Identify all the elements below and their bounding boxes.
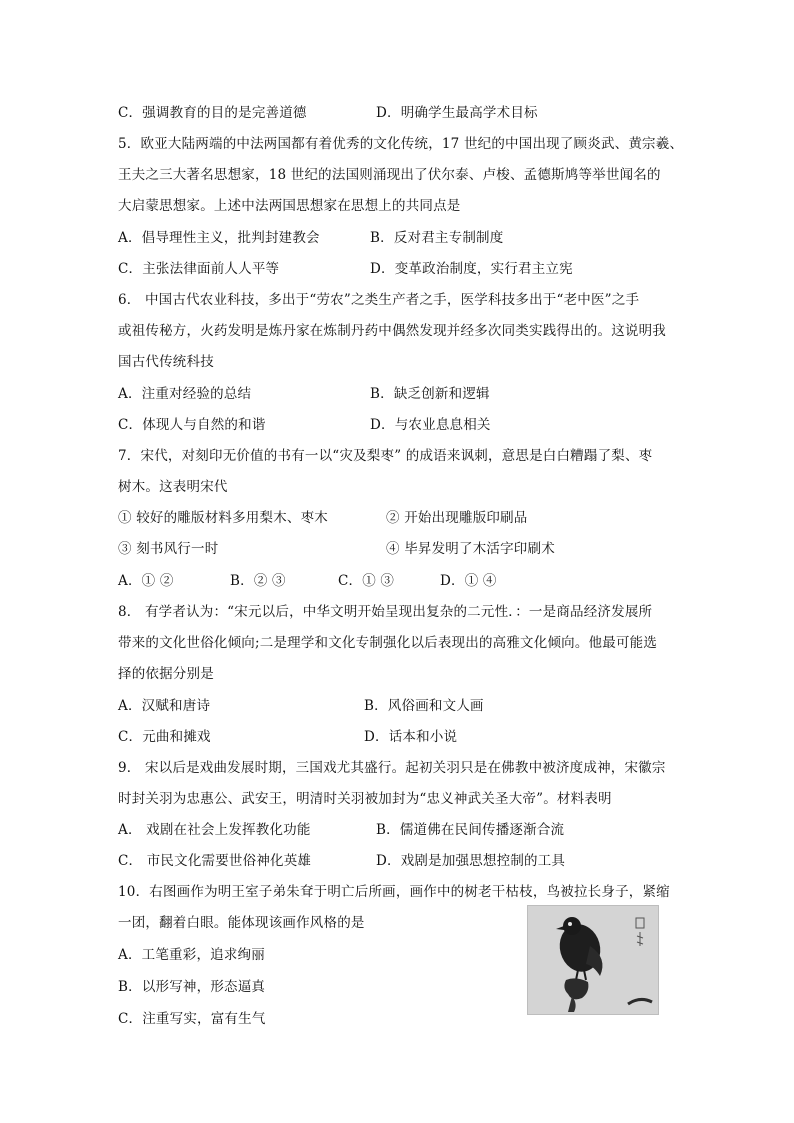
q10-stem-line-1: 10．右图画作为明王室子弟朱耷于明亡后所画，画作中的树老干枯枝，鸟被拉长身子，紧缩 bbox=[118, 884, 670, 900]
q5-option-c: C．主张法律面前人人平等 bbox=[118, 261, 280, 277]
q7-item-2: ② 开始出现雕版印刷品 bbox=[386, 510, 528, 526]
q8-option-a: A．汉赋和唐诗 bbox=[118, 698, 211, 714]
q9-option-b: B．儒道佛在民间传播逐渐合流 bbox=[376, 822, 565, 838]
q5-stem-line-1: 5．欧亚大陆两端的中法两国都有着优秀的文化传统，17 世纪的中国出现了顾炎武、黄宗羲、 bbox=[118, 136, 684, 152]
q4-option-d: D．明确学生最高学术目标 bbox=[376, 105, 538, 121]
q8-stem-line-1: 8． 有学者认为：“宋元以后，中华文明开始呈现出复杂的二元性．：一是商品经济发展所 bbox=[118, 604, 653, 620]
ink-painting-image bbox=[527, 905, 659, 1015]
q9-option-a: A． 戏剧在社会上发挥教化功能 bbox=[118, 822, 311, 838]
q6-stem-line-2: 或祖传秘方，火药发明是炼丹家在炼制丹药中偶然发现并经多次同类实践得出的。这说明我 bbox=[118, 323, 666, 339]
q7-stem-line-2: 树木。这表明宋代 bbox=[118, 479, 228, 495]
q5-option-b: B．反对君主专制制度 bbox=[370, 230, 504, 246]
q6-option-d: D．与农业息息相关 bbox=[370, 417, 491, 433]
q5-stem-line-3: 大启蒙思想家。上述中法两国思想家在思想上的共同点是 bbox=[118, 198, 461, 214]
q6-stem-line-1: 6． 中国古代农业科技，多出于“劳农”之类生产者之手，医学科技多出于“老中医”之手 bbox=[118, 292, 640, 308]
q5-stem-line-2: 王夫之三大著名思想家，18 世纪的法国则涌现出了伏尔泰、卢梭、孟德斯鸠等举世闻名的 bbox=[118, 167, 661, 183]
q7-option-a: A．① ② bbox=[118, 573, 174, 589]
q7-item-3: ③ 刻书风行一时 bbox=[118, 541, 219, 557]
q7-item-1: ① 较好的雕版材料多用梨木、枣木 bbox=[118, 510, 328, 526]
q8-stem-line-3: 择的依据分别是 bbox=[118, 666, 214, 682]
q7-option-b: B．② ③ bbox=[230, 573, 286, 589]
q6-stem-line-3: 国古代传统科技 bbox=[118, 354, 214, 370]
q8-option-b: B．风俗画和文人画 bbox=[364, 698, 484, 714]
q8-stem-line-2: 带来的文化世俗化倾向;二是理学和文化专制强化以后表现出的高雅文化倾向。他最可能选 bbox=[118, 635, 658, 651]
q8-option-c: C．元曲和摊戏 bbox=[118, 729, 211, 745]
q7-option-d: D．① ④ bbox=[440, 573, 497, 589]
q10-stem-line-2: 一团，翻着白眼。能体现该画作风格的是 bbox=[118, 915, 365, 931]
q10-option-b: B．以形写神，形态逼真 bbox=[118, 979, 266, 995]
q7-item-4: ④ 毕昇发明了木活字印刷术 bbox=[386, 541, 555, 557]
q9-stem-line-2: 时封关羽为忠惠公、武安王，明清时关羽被加封为“忠义神武关圣大帝”。材料表明 bbox=[118, 791, 612, 807]
q6-option-a: A．注重对经验的总结 bbox=[118, 386, 252, 402]
q6-option-c: C．体现人与自然的和谐 bbox=[118, 417, 266, 433]
q4-option-c: C．强调教育的目的是完善道德 bbox=[118, 105, 307, 121]
q10-option-a: A．工笔重彩，追求绚丽 bbox=[118, 947, 265, 963]
bird-painting-icon bbox=[528, 906, 658, 1014]
q9-stem-line-1: 9． 宋以后是戏曲发展时期，三国戏尤其盛行。起初关羽只是在佛教中被济度成神，宋徽宗 bbox=[118, 760, 666, 776]
q5-option-d: D．变革政治制度，实行君主立宪 bbox=[370, 261, 573, 277]
q10-option-c: C．注重写实，富有生气 bbox=[118, 1011, 266, 1027]
q8-option-d: D．话本和小说 bbox=[364, 729, 458, 745]
q9-option-c: C． 市民文化需要世俗神化英雄 bbox=[118, 853, 312, 869]
q7-stem-line-1: 7．宋代，对刻印无价值的书有一以“灾及梨枣” 的成语来讽刺，意思是白白糟蹋了梨、枣 bbox=[118, 448, 653, 464]
q6-option-b: B．缺乏创新和逻辑 bbox=[370, 386, 490, 402]
q5-option-a: A．倡导理性主义，批判封建教会 bbox=[118, 230, 320, 246]
q9-option-d: D．戏剧是加强思想控制的工具 bbox=[376, 853, 566, 869]
q7-option-c: C．① ③ bbox=[338, 573, 395, 589]
